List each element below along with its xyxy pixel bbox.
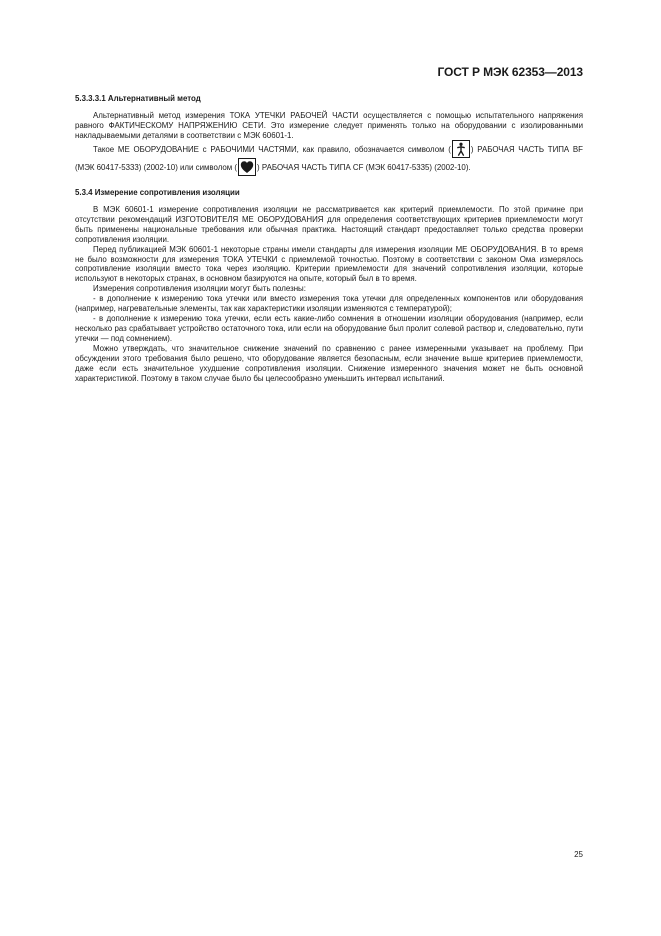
body-text [75, 94, 583, 384]
list-item-insulation-1: - в дополнение к измерению тока утечки или вместо измерения тока утечки для определенных компонентов или оборудования (например, нагревательные элементы, так как характеристики изоляции изменяются с температурой); [75, 294, 583, 314]
list-item-insulation-2: - в дополнение к измерению тока утечки, если есть какие-либо сомнения в отношении изоляции оборудования (например, если несколько раз срабатывает устройство остаточного тока, или если на оборудование был пролит солевой раствор и, следовательно, пути утечки — под сомнением). [75, 314, 583, 344]
section-heading-5-3-4: 5.3.4 Измерение сопротивления изоляции [75, 187, 240, 197]
body-bf-symbol-icon [452, 140, 470, 158]
paragraph-symbols-part1: Такое МЕ ОБОРУДОВАНИЕ с РАБОЧИМИ ЧАСТЯМИ, как правило, обозначается символом ( [93, 144, 451, 154]
paragraph-alternative-method: Альтернативный метод измерения ТОКА УТЕЧКИ РАБОЧЕЙ ЧАСТИ осуществляется с помощью испытательного напряжения равного ФАКТИЧЕСКОМУ НАПРЯЖЕНИЮ СЕТИ. Это измерение следует применять только на оборудовании с изолированными накладываемыми деталями в соответствии с МЭК 60601-1. [75, 110, 583, 140]
paragraph-symbols-part3: ) РАБОЧАЯ ЧАСТЬ ТИПА CF (МЭК 60417-5335) (2002-10). [257, 162, 471, 172]
paragraph-symbols-part2: ) РАБОЧАЯ ЧАСТЬ ТИПА BF (МЭК 60417-5333) (2002-10) или символом ( [75, 144, 583, 172]
paragraph-insulation-3: Измерения сопротивления изоляции могут быть полезны: [93, 284, 306, 294]
page-number: 25 [574, 850, 583, 859]
heart-cf-symbol-icon [238, 158, 256, 176]
paragraph-insulation-4: Можно утверждать, что значительное снижение значений по сравнению с ранее измеренными указывает на проблему. При обсуждении этого требования было решено, что оборудование является безопасным, если значение выше критериев приемлемости, даже если есть значительное ухудшение сопротивления изоляции. Снижение измеренного значения может не быть основной характеристикой. Поэтому в таком случае было бы целесообразно уменьшить интервал испытаний. [75, 344, 583, 383]
paragraph-insulation-1: В МЭК 60601-1 измерение сопротивления изоляции не рассматривается как критерий приемлемости. По этой причине при отсутствии рекомендаций ИЗГОТОВИТЕЛЯ МЕ ОБОРУДОВАНИЯ для определения соответствующих критериев приемлемости могут быть применены национальные требования или обычная практика. Настоящий стандарт предоставляет только средства проверки сопротивления изоляции. [75, 204, 583, 244]
section-heading-5-3-3-3-1: 5.3.3.3.1 Альтернативный метод [75, 94, 201, 103]
paragraph-symbols [75, 141, 583, 177]
paragraph-insulation-2: Перед публикацией МЭК 60601-1 некоторые страны имели стандарты для измерения изоляции МЕ ОБОРУДОВАНИЯ. В то время не было возможности для измерения ТОКА УТЕЧКИ с приемлемой точностью. Поэтому в соответствии с законом Ома измерялось сопротивление изоляции вместо тока через изоляцию. Критерии приемлемости для значений сопротивления изоляции, которые используют в некоторых странах, в основном базируются на опыте, который был в то время. [75, 244, 583, 284]
document-id: ГОСТ Р МЭК 62353—2013 [437, 65, 583, 79]
